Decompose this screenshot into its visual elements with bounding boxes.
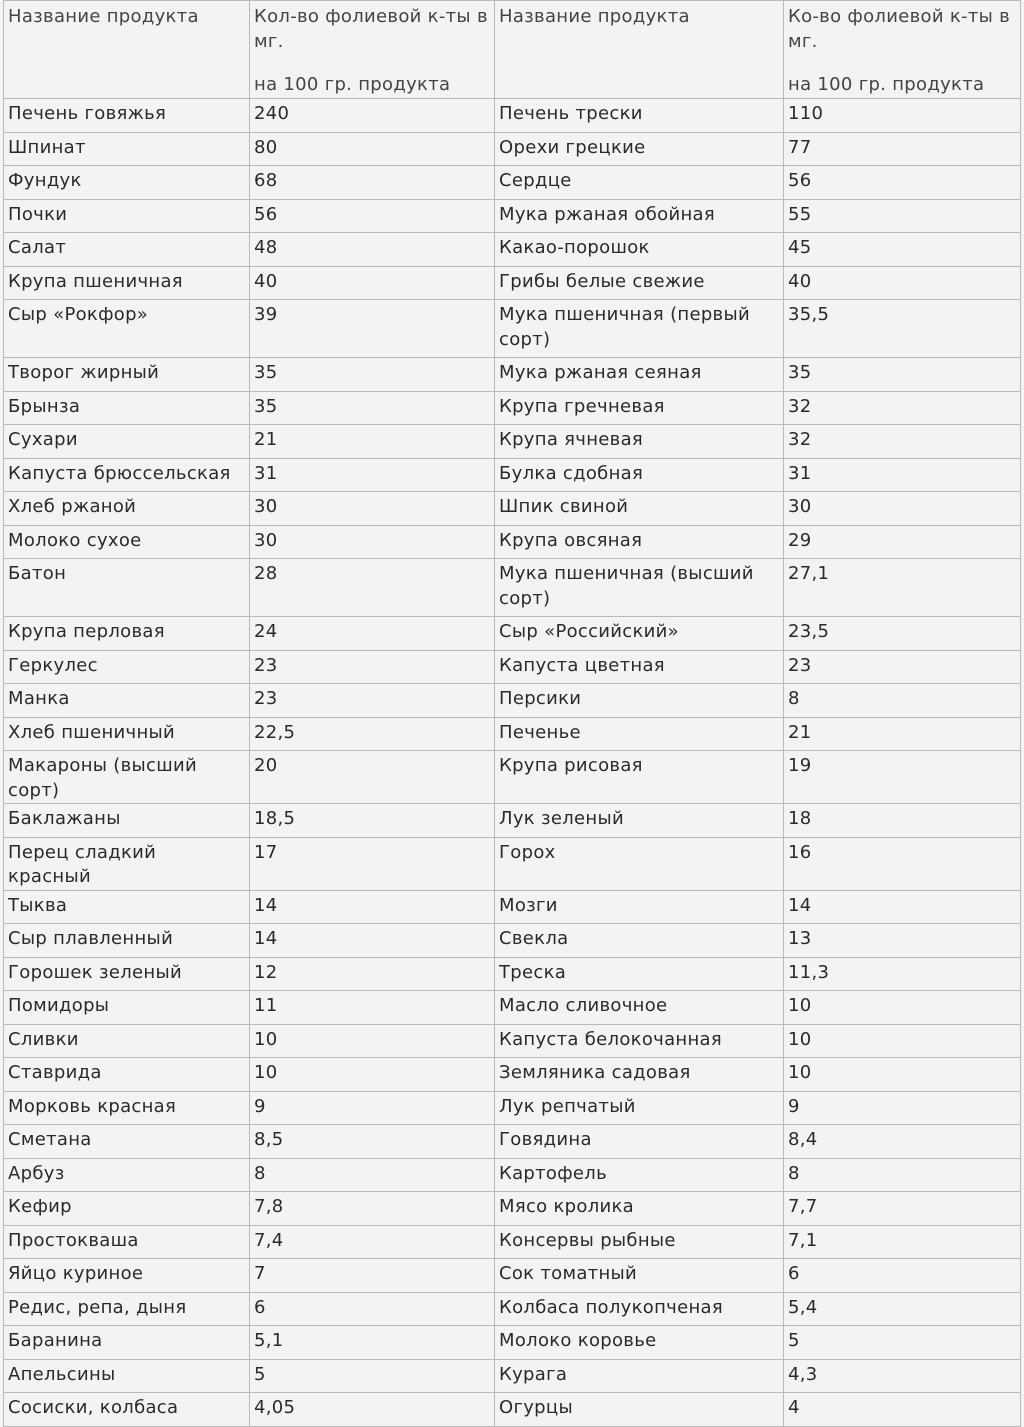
folic-amount-left: 12 <box>250 957 495 991</box>
product-name-left: Геркулес <box>4 650 250 684</box>
table-row <box>4 684 1021 718</box>
folic-amount-left: 48 <box>250 233 495 267</box>
product-name-left: Тыква <box>4 890 250 924</box>
folic-amount-right: 18 <box>784 804 1021 838</box>
product-name-left: Сыр плавленный <box>4 924 250 958</box>
product-name-right: Персики <box>495 684 784 718</box>
folic-amount-right: 31 <box>784 458 1021 492</box>
folic-amount-right: 8 <box>784 684 1021 718</box>
folic-amount-right: 56 <box>784 166 1021 200</box>
folic-amount-right: 7,1 <box>784 1225 1021 1259</box>
product-name-right: Сердце <box>495 166 784 200</box>
product-name-left: Апельсины <box>4 1359 250 1393</box>
folic-amount-left: 80 <box>250 132 495 166</box>
folic-amount-left: 68 <box>250 166 495 200</box>
product-name-right: Молоко коровье <box>495 1326 784 1360</box>
product-name-right: Капуста цветная <box>495 650 784 684</box>
folic-amount-right: 32 <box>784 391 1021 425</box>
folic-amount-left: 7 <box>250 1259 495 1293</box>
product-name-right: Крупа гречневая <box>495 391 784 425</box>
product-name-left: Крупа перловая <box>4 617 250 651</box>
product-name-right: Капуста белокочанная <box>495 1024 784 1058</box>
folic-amount-right: 21 <box>784 717 1021 751</box>
product-name-left: Горошек зеленый <box>4 957 250 991</box>
product-name-left: Баранина <box>4 1326 250 1360</box>
table-header-row <box>4 1 1021 99</box>
folic-amount-left: 7,4 <box>250 1225 495 1259</box>
folic-amount-right: 23,5 <box>784 617 1021 651</box>
folic-amount-right: 29 <box>784 525 1021 559</box>
product-name-right: Крупа ячневая <box>495 425 784 459</box>
table-row <box>4 233 1021 267</box>
product-name-right: Крупа овсяная <box>495 525 784 559</box>
table-row <box>4 1292 1021 1326</box>
folic-amount-right: 35,5 <box>784 300 1021 358</box>
folic-amount-left: 18,5 <box>250 804 495 838</box>
folic-amount-left: 30 <box>250 525 495 559</box>
folic-amount-left: 40 <box>250 266 495 300</box>
product-name-right: Консервы рыбные <box>495 1225 784 1259</box>
product-name-left: Арбуз <box>4 1158 250 1192</box>
product-name-right: Мозги <box>495 890 784 924</box>
product-name-right: Какао-порошок <box>495 233 784 267</box>
product-name-left: Простокваша <box>4 1225 250 1259</box>
folic-amount-left: 35 <box>250 391 495 425</box>
product-name-left: Печень говяжья <box>4 99 250 133</box>
header-product-name-1: Название продукта <box>4 1 250 99</box>
folic-amount-right: 77 <box>784 132 1021 166</box>
product-name-right: Треска <box>495 957 784 991</box>
folic-amount-left: 11 <box>250 991 495 1025</box>
folic-amount-right: 32 <box>784 425 1021 459</box>
product-name-left: Редис, репа, дыня <box>4 1292 250 1326</box>
table-row <box>4 717 1021 751</box>
folic-amount-right: 10 <box>784 1058 1021 1092</box>
product-name-right: Сыр «Российский» <box>495 617 784 651</box>
table-row <box>4 99 1021 133</box>
folic-amount-left: 4,05 <box>250 1393 495 1427</box>
folic-amount-left: 10 <box>250 1058 495 1092</box>
product-name-left: Фундук <box>4 166 250 200</box>
product-name-left: Перец сладкий красный <box>4 837 250 890</box>
table-row <box>4 804 1021 838</box>
folic-amount-left: 20 <box>250 751 495 804</box>
header-folic-amount-1 <box>250 1 495 99</box>
folic-amount-right: 4 <box>784 1393 1021 1427</box>
table-row <box>4 132 1021 166</box>
product-name-right: Лук зеленый <box>495 804 784 838</box>
folic-amount-right: 11,3 <box>784 957 1021 991</box>
product-name-right: Мука пшеничная (высший сорт) <box>495 559 784 617</box>
folic-amount-right: 10 <box>784 1024 1021 1058</box>
table-row <box>4 391 1021 425</box>
product-name-left: Манка <box>4 684 250 718</box>
product-name-left: Салат <box>4 233 250 267</box>
folic-amount-right: 8,4 <box>784 1125 1021 1159</box>
folic-amount-left: 10 <box>250 1024 495 1058</box>
table-row <box>4 266 1021 300</box>
table-body <box>4 99 1021 1427</box>
folic-amount-left: 5 <box>250 1359 495 1393</box>
table-row <box>4 358 1021 392</box>
product-name-right: Шпик свиной <box>495 492 784 526</box>
product-name-left: Творог жирный <box>4 358 250 392</box>
product-name-left: Сыр «Рокфор» <box>4 300 250 358</box>
table-row <box>4 1225 1021 1259</box>
product-name-right: Огурцы <box>495 1393 784 1427</box>
table-row <box>4 1359 1021 1393</box>
folic-amount-right: 16 <box>784 837 1021 890</box>
product-name-left: Сметана <box>4 1125 250 1159</box>
table-row <box>4 1326 1021 1360</box>
folic-amount-left: 14 <box>250 890 495 924</box>
product-name-left: Баклажаны <box>4 804 250 838</box>
folic-amount-right: 13 <box>784 924 1021 958</box>
table-row <box>4 199 1021 233</box>
table-row <box>4 1024 1021 1058</box>
folic-amount-right: 5,4 <box>784 1292 1021 1326</box>
folic-amount-left: 7,8 <box>250 1192 495 1226</box>
table-row <box>4 166 1021 200</box>
product-name-left: Яйцо куриное <box>4 1259 250 1293</box>
product-name-left: Хлеб ржаной <box>4 492 250 526</box>
folic-amount-left: 240 <box>250 99 495 133</box>
table-row <box>4 1192 1021 1226</box>
folic-amount-left: 21 <box>250 425 495 459</box>
folic-amount-left: 9 <box>250 1091 495 1125</box>
product-name-left: Брынза <box>4 391 250 425</box>
folic-amount-right: 55 <box>784 199 1021 233</box>
folic-amount-left: 6 <box>250 1292 495 1326</box>
product-name-right: Булка сдобная <box>495 458 784 492</box>
table-row <box>4 1393 1021 1427</box>
product-name-right: Земляника садовая <box>495 1058 784 1092</box>
product-name-right: Говядина <box>495 1125 784 1159</box>
table-row <box>4 492 1021 526</box>
table-row <box>4 617 1021 651</box>
folic-amount-left: 23 <box>250 650 495 684</box>
table-row <box>4 559 1021 617</box>
folic-amount-right: 7,7 <box>784 1192 1021 1226</box>
table-row <box>4 991 1021 1025</box>
folic-amount-left: 5,1 <box>250 1326 495 1360</box>
folic-amount-left: 17 <box>250 837 495 890</box>
folic-amount-right: 30 <box>784 492 1021 526</box>
product-name-right: Колбаса полукопченая <box>495 1292 784 1326</box>
product-name-left: Ставрида <box>4 1058 250 1092</box>
folic-amount-left: 31 <box>250 458 495 492</box>
product-name-right: Печень трески <box>495 99 784 133</box>
table-row <box>4 924 1021 958</box>
product-name-left: Шпинат <box>4 132 250 166</box>
folic-amount-right: 9 <box>784 1091 1021 1125</box>
folic-amount-right: 45 <box>784 233 1021 267</box>
product-name-right: Лук репчатый <box>495 1091 784 1125</box>
product-name-left: Сосиски, колбаса <box>4 1393 250 1427</box>
folic-amount-right: 27,1 <box>784 559 1021 617</box>
product-name-right: Мука ржаная обойная <box>495 199 784 233</box>
table-row <box>4 458 1021 492</box>
table-row <box>4 1259 1021 1293</box>
product-name-left: Капуста брюссельская <box>4 458 250 492</box>
folic-amount-right: 14 <box>784 890 1021 924</box>
table-row <box>4 1125 1021 1159</box>
table-row <box>4 957 1021 991</box>
folic-amount-right: 23 <box>784 650 1021 684</box>
folic-amount-right: 8 <box>784 1158 1021 1192</box>
header-folic-amount-2 <box>784 1 1021 99</box>
folic-amount-left: 8,5 <box>250 1125 495 1159</box>
folic-amount-right: 40 <box>784 266 1021 300</box>
folic-amount-left: 8 <box>250 1158 495 1192</box>
product-name-right: Картофель <box>495 1158 784 1192</box>
header-folic-amount-2-line1: Ко-во фолиевой к-ты в мг. <box>788 6 1011 52</box>
product-name-right: Курага <box>495 1359 784 1393</box>
product-name-left: Батон <box>4 559 250 617</box>
folic-amount-left: 28 <box>250 559 495 617</box>
table-row <box>4 1058 1021 1092</box>
product-name-right: Сок томатный <box>495 1259 784 1293</box>
table-row <box>4 300 1021 358</box>
folic-amount-left: 24 <box>250 617 495 651</box>
table-row <box>4 837 1021 890</box>
folic-amount-left: 30 <box>250 492 495 526</box>
table-row <box>4 525 1021 559</box>
product-name-left: Кефир <box>4 1192 250 1226</box>
folic-amount-right: 4,3 <box>784 1359 1021 1393</box>
product-name-left: Макароны (высший сорт) <box>4 751 250 804</box>
table-row <box>4 890 1021 924</box>
folic-amount-right: 5 <box>784 1326 1021 1360</box>
folic-amount-left: 35 <box>250 358 495 392</box>
product-name-left: Крупа пшеничная <box>4 266 250 300</box>
header-folic-amount-1-line2: на 100 гр. продукта <box>254 74 451 95</box>
product-name-left: Хлеб пшеничный <box>4 717 250 751</box>
folic-amount-left: 14 <box>250 924 495 958</box>
table-row <box>4 1091 1021 1125</box>
table-row <box>4 1158 1021 1192</box>
folic-amount-left: 23 <box>250 684 495 718</box>
product-name-right: Масло сливочное <box>495 991 784 1025</box>
table-row <box>4 751 1021 804</box>
table-row <box>4 425 1021 459</box>
folic-amount-left: 22,5 <box>250 717 495 751</box>
folic-amount-left: 56 <box>250 199 495 233</box>
folic-amount-right: 19 <box>784 751 1021 804</box>
product-name-left: Сливки <box>4 1024 250 1058</box>
product-name-right: Крупа рисовая <box>495 751 784 804</box>
product-name-right: Свекла <box>495 924 784 958</box>
product-name-left: Молоко сухое <box>4 525 250 559</box>
product-name-right: Мука ржаная сеяная <box>495 358 784 392</box>
table-row <box>4 650 1021 684</box>
product-name-left: Сухари <box>4 425 250 459</box>
product-name-left: Почки <box>4 199 250 233</box>
product-name-right: Горох <box>495 837 784 890</box>
product-name-left: Морковь красная <box>4 1091 250 1125</box>
product-name-left: Помидоры <box>4 991 250 1025</box>
folic-amount-left: 39 <box>250 300 495 358</box>
folic-amount-right: 10 <box>784 991 1021 1025</box>
header-product-name-2: Название продукта <box>495 1 784 99</box>
folic-amount-right: 6 <box>784 1259 1021 1293</box>
product-name-right: Печенье <box>495 717 784 751</box>
folic-acid-table <box>3 0 1021 1427</box>
header-folic-amount-2-line2: на 100 гр. продукта <box>788 74 985 95</box>
product-name-right: Мука пшеничная (первый сорт) <box>495 300 784 358</box>
header-folic-amount-1-line1: Кол-во фолиевой к-ты в мг. <box>254 6 488 52</box>
product-name-right: Грибы белые свежие <box>495 266 784 300</box>
folic-amount-right: 35 <box>784 358 1021 392</box>
product-name-right: Орехи грецкие <box>495 132 784 166</box>
folic-amount-right: 110 <box>784 99 1021 133</box>
product-name-right: Мясо кролика <box>495 1192 784 1226</box>
